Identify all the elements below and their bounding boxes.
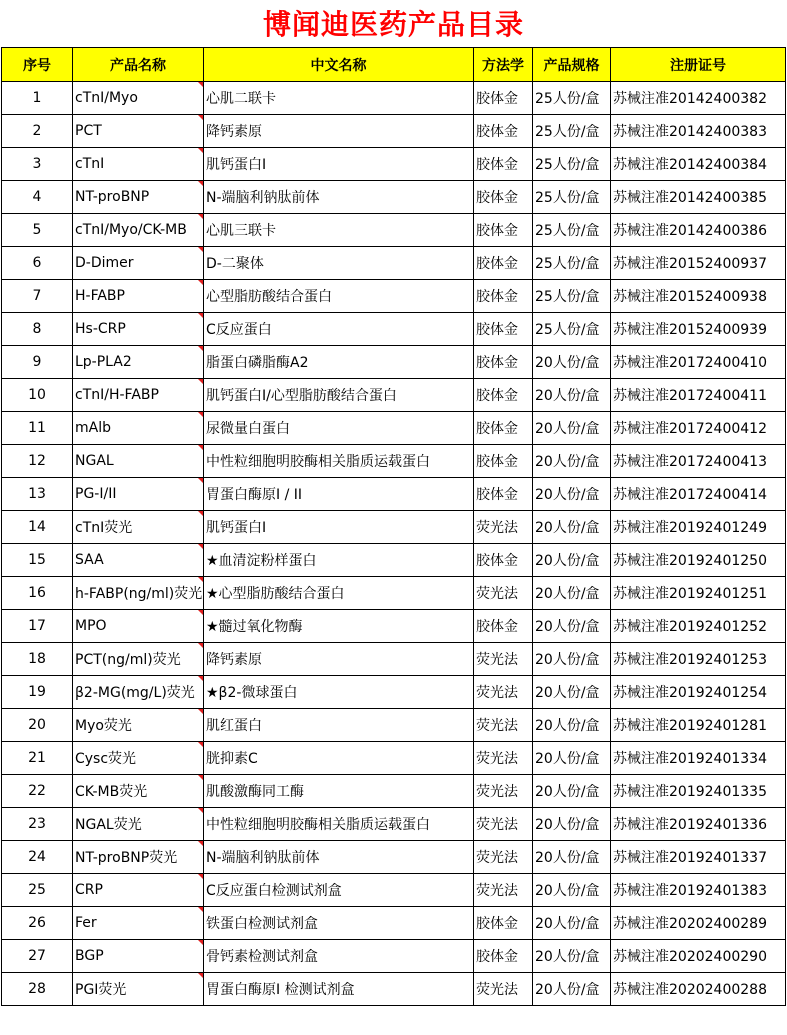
- spec-cell[interactable]: 20人份/盒: [533, 478, 611, 511]
- comment-indicator-icon: [198, 742, 203, 747]
- registration-number-cell[interactable]: 苏械注准20202400289: [611, 907, 786, 940]
- method-cell[interactable]: 荧光法: [474, 841, 533, 874]
- row-index-cell[interactable]: 21: [2, 742, 73, 775]
- comment-indicator-icon: [198, 214, 203, 219]
- registration-number-cell[interactable]: 苏械注准20172400410: [611, 346, 786, 379]
- chinese-name-cell[interactable]: 胃蛋白酶原I / II: [204, 478, 474, 511]
- table-row[interactable]: [2, 379, 786, 412]
- table-row[interactable]: [2, 445, 786, 478]
- table-row[interactable]: [2, 247, 786, 280]
- registration-number-cell[interactable]: 苏械注准20172400411: [611, 379, 786, 412]
- table-row[interactable]: [2, 742, 786, 775]
- spec-cell[interactable]: 20人份/盒: [533, 775, 611, 808]
- product-name-cell[interactable]: β2-MG(mg/L)荧光: [73, 676, 204, 709]
- chinese-name-cell[interactable]: 降钙素原: [204, 115, 474, 148]
- row-index-cell[interactable]: 24: [2, 841, 73, 874]
- product-name-cell[interactable]: NGAL: [73, 445, 204, 478]
- table-row[interactable]: [2, 874, 786, 907]
- registration-number-cell[interactable]: 苏械注准20152400937: [611, 247, 786, 280]
- spec-cell[interactable]: 25人份/盒: [533, 313, 611, 346]
- product-name-cell[interactable]: D-Dimer: [73, 247, 204, 280]
- product-name-cell[interactable]: PCT(ng/ml)荧光: [73, 643, 204, 676]
- table-row[interactable]: [2, 973, 786, 1006]
- chinese-name-cell[interactable]: N-端脑利钠肽前体: [204, 841, 474, 874]
- method-cell[interactable]: 荧光法: [474, 643, 533, 676]
- product-name-cell[interactable]: NT-proBNP荧光: [73, 841, 204, 874]
- method-cell[interactable]: 荧光法: [474, 577, 533, 610]
- spec-cell[interactable]: 20人份/盒: [533, 544, 611, 577]
- spec-cell[interactable]: 20人份/盒: [533, 577, 611, 610]
- table-row[interactable]: [2, 676, 786, 709]
- table-row[interactable]: [2, 775, 786, 808]
- row-index-cell[interactable]: 14: [2, 511, 73, 544]
- registration-number-cell[interactable]: 苏械注准20192401251: [611, 577, 786, 610]
- row-index-cell[interactable]: 6: [2, 247, 73, 280]
- registration-number-cell[interactable]: 苏械注准20192401250: [611, 544, 786, 577]
- product-name-cell[interactable]: Myo荧光: [73, 709, 204, 742]
- spec-cell[interactable]: 20人份/盒: [533, 379, 611, 412]
- spec-cell[interactable]: 25人份/盒: [533, 247, 611, 280]
- comment-indicator-icon: [198, 379, 203, 384]
- spec-cell[interactable]: 20人份/盒: [533, 676, 611, 709]
- comment-indicator-icon: [198, 445, 203, 450]
- registration-number-cell[interactable]: 苏械注准20192401334: [611, 742, 786, 775]
- row-index-cell[interactable]: 13: [2, 478, 73, 511]
- registration-number-cell[interactable]: 苏械注准20142400386: [611, 214, 786, 247]
- chinese-name-cell[interactable]: ★β2-微球蛋白: [204, 676, 474, 709]
- method-cell[interactable]: 荧光法: [474, 775, 533, 808]
- table-row[interactable]: [2, 544, 786, 577]
- method-cell[interactable]: 荧光法: [474, 676, 533, 709]
- registration-number-cell[interactable]: 苏械注准20192401253: [611, 643, 786, 676]
- comment-indicator-icon: [198, 577, 203, 582]
- spec-cell[interactable]: 25人份/盒: [533, 280, 611, 313]
- chinese-name-cell[interactable]: ★髓过氧化物酶: [204, 610, 474, 643]
- chinese-name-cell[interactable]: 肌钙蛋白I: [204, 511, 474, 544]
- spec-cell[interactable]: 20人份/盒: [533, 412, 611, 445]
- row-index-cell[interactable]: 11: [2, 412, 73, 445]
- comment-indicator-icon: [198, 841, 203, 846]
- table-row[interactable]: [2, 511, 786, 544]
- product-name-cell[interactable]: MPO: [73, 610, 204, 643]
- page-title: 博闻迪医药产品目录: [262, 8, 524, 41]
- row-index-cell[interactable]: 7: [2, 280, 73, 313]
- spec-cell[interactable]: 20人份/盒: [533, 973, 611, 1006]
- method-cell[interactable]: 胶体金: [474, 148, 533, 181]
- chinese-name-cell[interactable]: C反应蛋白: [204, 313, 474, 346]
- header-spec[interactable]: 产品规格: [533, 48, 611, 82]
- method-cell[interactable]: 胶体金: [474, 445, 533, 478]
- product-name-cell[interactable]: h-FABP(ng/ml)荧光: [73, 577, 204, 610]
- product-name-cell[interactable]: BGP: [73, 940, 204, 973]
- table-row[interactable]: [2, 115, 786, 148]
- comment-indicator-icon: [198, 643, 203, 648]
- spec-cell[interactable]: 25人份/盒: [533, 214, 611, 247]
- method-cell[interactable]: 胶体金: [474, 214, 533, 247]
- row-index-cell[interactable]: 20: [2, 709, 73, 742]
- chinese-name-cell[interactable]: 中性粒细胞明胶酶相关脂质运载蛋白: [204, 445, 474, 478]
- product-name-cell[interactable]: PGI荧光: [73, 973, 204, 1006]
- comment-indicator-icon: [198, 610, 203, 615]
- comment-indicator-icon: [198, 115, 203, 120]
- registration-number-cell[interactable]: 苏械注准20142400384: [611, 148, 786, 181]
- method-cell[interactable]: 胶体金: [474, 346, 533, 379]
- method-cell[interactable]: 胶体金: [474, 181, 533, 214]
- row-index-cell[interactable]: 16: [2, 577, 73, 610]
- method-cell[interactable]: 荧光法: [474, 808, 533, 841]
- chinese-name-cell[interactable]: 脂蛋白磷脂酶A2: [204, 346, 474, 379]
- header-registration[interactable]: 注册证号: [611, 48, 786, 82]
- product-name-cell[interactable]: NGAL荧光: [73, 808, 204, 841]
- spec-cell[interactable]: 20人份/盒: [533, 643, 611, 676]
- spec-cell[interactable]: 20人份/盒: [533, 742, 611, 775]
- registration-number-cell[interactable]: 苏械注准20192401249: [611, 511, 786, 544]
- product-name-cell[interactable]: NT-proBNP: [73, 181, 204, 214]
- row-index-cell[interactable]: 2: [2, 115, 73, 148]
- method-cell[interactable]: 胶体金: [474, 82, 533, 115]
- method-cell[interactable]: 胶体金: [474, 544, 533, 577]
- header-chinese-name[interactable]: 中文名称: [204, 48, 474, 82]
- product-name-cell[interactable]: mAlb: [73, 412, 204, 445]
- spec-cell[interactable]: 25人份/盒: [533, 148, 611, 181]
- registration-number-cell[interactable]: 苏械注准20192401254: [611, 676, 786, 709]
- comment-indicator-icon: [198, 775, 203, 780]
- spec-cell[interactable]: 20人份/盒: [533, 907, 611, 940]
- table-row[interactable]: [2, 412, 786, 445]
- table-row[interactable]: [2, 709, 786, 742]
- comment-indicator-icon: [198, 940, 203, 945]
- table-row[interactable]: [2, 181, 786, 214]
- comment-indicator-icon: [198, 247, 203, 252]
- table-row[interactable]: [2, 148, 786, 181]
- table-row[interactable]: [2, 478, 786, 511]
- comment-indicator-icon: [198, 709, 203, 714]
- chinese-name-cell[interactable]: 肌钙蛋白I: [204, 148, 474, 181]
- spec-cell[interactable]: 20人份/盒: [533, 841, 611, 874]
- product-name-cell[interactable]: CK-MB荧光: [73, 775, 204, 808]
- registration-number-cell[interactable]: 苏械注准20152400938: [611, 280, 786, 313]
- product-name-cell[interactable]: Fer: [73, 907, 204, 940]
- product-table: [1, 47, 786, 1006]
- product-name-cell[interactable]: Cysc荧光: [73, 742, 204, 775]
- chinese-name-cell[interactable]: D-二聚体: [204, 247, 474, 280]
- product-name-cell[interactable]: SAA: [73, 544, 204, 577]
- row-index-cell[interactable]: 8: [2, 313, 73, 346]
- registration-number-cell[interactable]: 苏械注准20142400382: [611, 82, 786, 115]
- row-index-cell[interactable]: 25: [2, 874, 73, 907]
- product-name-cell[interactable]: H-FABP: [73, 280, 204, 313]
- product-name-cell[interactable]: cTnI/Myo/CK-MB: [73, 214, 204, 247]
- chinese-name-cell[interactable]: 铁蛋白检测试剂盒: [204, 907, 474, 940]
- table-row[interactable]: [2, 841, 786, 874]
- chinese-name-cell[interactable]: 降钙素原: [204, 643, 474, 676]
- spec-cell[interactable]: 20人份/盒: [533, 445, 611, 478]
- method-cell[interactable]: 胶体金: [474, 247, 533, 280]
- chinese-name-cell[interactable]: 肌钙蛋白I/心型脂肪酸结合蛋白: [204, 379, 474, 412]
- product-name-cell[interactable]: cTnI/Myo: [73, 82, 204, 115]
- spec-cell[interactable]: 20人份/盒: [533, 940, 611, 973]
- table-row[interactable]: [2, 577, 786, 610]
- row-index-cell[interactable]: 3: [2, 148, 73, 181]
- spec-cell[interactable]: 20人份/盒: [533, 709, 611, 742]
- spec-cell[interactable]: 25人份/盒: [533, 181, 611, 214]
- table-row[interactable]: [2, 214, 786, 247]
- registration-number-cell[interactable]: 苏械注准20192401252: [611, 610, 786, 643]
- chinese-name-cell[interactable]: 尿微量白蛋白: [204, 412, 474, 445]
- comment-indicator-icon: [198, 181, 203, 186]
- registration-number-cell[interactable]: 苏械注准20202400288: [611, 973, 786, 1006]
- header-index[interactable]: 序号: [2, 48, 73, 82]
- spec-cell[interactable]: 20人份/盒: [533, 808, 611, 841]
- comment-indicator-icon: [198, 412, 203, 417]
- comment-indicator-icon: [198, 676, 203, 681]
- comment-indicator-icon: [198, 544, 203, 549]
- row-index-cell[interactable]: 4: [2, 181, 73, 214]
- registration-number-cell[interactable]: 苏械注准20192401281: [611, 709, 786, 742]
- registration-number-cell[interactable]: 苏械注准20172400413: [611, 445, 786, 478]
- chinese-name-cell[interactable]: C反应蛋白检测试剂盒: [204, 874, 474, 907]
- comment-indicator-icon: [198, 346, 203, 351]
- row-index-cell[interactable]: 9: [2, 346, 73, 379]
- comment-indicator-icon: [198, 313, 203, 318]
- row-index-cell[interactable]: 22: [2, 775, 73, 808]
- header-product-name[interactable]: 产品名称: [73, 48, 204, 82]
- chinese-name-cell[interactable]: 心肌二联卡: [204, 82, 474, 115]
- comment-indicator-icon: [198, 874, 203, 879]
- method-cell[interactable]: 胶体金: [474, 412, 533, 445]
- chinese-name-cell[interactable]: ★心型脂肪酸结合蛋白: [204, 577, 474, 610]
- chinese-name-cell[interactable]: 心肌三联卡: [204, 214, 474, 247]
- product-name-cell[interactable]: PG-I/II: [73, 478, 204, 511]
- registration-number-cell[interactable]: 苏械注准20142400383: [611, 115, 786, 148]
- registration-number-cell[interactable]: 苏械注准20172400414: [611, 478, 786, 511]
- comment-indicator-icon: [198, 973, 203, 978]
- row-index-cell[interactable]: 23: [2, 808, 73, 841]
- table-row[interactable]: [2, 940, 786, 973]
- registration-number-cell[interactable]: 苏械注准20202400290: [611, 940, 786, 973]
- table-row[interactable]: [2, 610, 786, 643]
- table-row[interactable]: [2, 907, 786, 940]
- row-index-cell[interactable]: 18: [2, 643, 73, 676]
- method-cell[interactable]: 胶体金: [474, 115, 533, 148]
- product-name-cell[interactable]: cTnI/H-FABP: [73, 379, 204, 412]
- comment-indicator-icon: [198, 478, 203, 483]
- method-cell[interactable]: 胶体金: [474, 280, 533, 313]
- product-name-cell[interactable]: Hs-CRP: [73, 313, 204, 346]
- comment-indicator-icon: [198, 148, 203, 153]
- method-cell[interactable]: 荧光法: [474, 973, 533, 1006]
- registration-number-cell[interactable]: 苏械注准20192401337: [611, 841, 786, 874]
- chinese-name-cell[interactable]: N-端脑利钠肽前体: [204, 181, 474, 214]
- spec-cell[interactable]: 25人份/盒: [533, 115, 611, 148]
- row-index-cell[interactable]: 17: [2, 610, 73, 643]
- spec-cell[interactable]: 20人份/盒: [533, 346, 611, 379]
- comment-indicator-icon: [198, 82, 203, 87]
- table-row[interactable]: [2, 82, 786, 115]
- registration-number-cell[interactable]: 苏械注准20192401335: [611, 775, 786, 808]
- row-index-cell[interactable]: 19: [2, 676, 73, 709]
- registration-number-cell[interactable]: 苏械注准20152400939: [611, 313, 786, 346]
- row-index-cell[interactable]: 28: [2, 973, 73, 1006]
- row-index-cell[interactable]: 15: [2, 544, 73, 577]
- comment-indicator-icon: [198, 280, 203, 285]
- registration-number-cell[interactable]: 苏械注准20142400385: [611, 181, 786, 214]
- chinese-name-cell[interactable]: ★血清淀粉样蛋白: [204, 544, 474, 577]
- chinese-name-cell[interactable]: 肌酸激酶同工酶: [204, 775, 474, 808]
- row-index-cell[interactable]: 10: [2, 379, 73, 412]
- product-name-cell[interactable]: Lp-PLA2: [73, 346, 204, 379]
- product-name-cell[interactable]: cTnI: [73, 148, 204, 181]
- table-row[interactable]: [2, 313, 786, 346]
- method-cell[interactable]: 胶体金: [474, 940, 533, 973]
- spec-cell[interactable]: 25人份/盒: [533, 82, 611, 115]
- spec-cell[interactable]: 20人份/盒: [533, 511, 611, 544]
- product-name-cell[interactable]: CRP: [73, 874, 204, 907]
- header-method[interactable]: 方法学: [474, 48, 533, 82]
- row-index-cell[interactable]: 27: [2, 940, 73, 973]
- method-cell[interactable]: 荧光法: [474, 709, 533, 742]
- table-row[interactable]: [2, 280, 786, 313]
- method-cell[interactable]: 胶体金: [474, 907, 533, 940]
- registration-number-cell[interactable]: 苏械注准20172400412: [611, 412, 786, 445]
- registration-number-cell[interactable]: 苏械注准20192401383: [611, 874, 786, 907]
- comment-indicator-icon: [198, 808, 203, 813]
- comment-indicator-icon: [198, 907, 203, 912]
- row-index-cell[interactable]: 5: [2, 214, 73, 247]
- method-cell[interactable]: 荧光法: [474, 511, 533, 544]
- product-name-cell[interactable]: cTnI荧光: [73, 511, 204, 544]
- chinese-name-cell[interactable]: 肌红蛋白: [204, 709, 474, 742]
- spec-cell[interactable]: 20人份/盒: [533, 610, 611, 643]
- chinese-name-cell[interactable]: 胱抑素C: [204, 742, 474, 775]
- method-cell[interactable]: 胶体金: [474, 610, 533, 643]
- row-index-cell[interactable]: 12: [2, 445, 73, 478]
- table-row[interactable]: [2, 643, 786, 676]
- table-header-row: [2, 48, 786, 82]
- product-name-cell[interactable]: PCT: [73, 115, 204, 148]
- method-cell[interactable]: 荧光法: [474, 874, 533, 907]
- comment-indicator-icon: [198, 511, 203, 516]
- chinese-name-cell[interactable]: 心型脂肪酸结合蛋白: [204, 280, 474, 313]
- table-row[interactable]: [2, 808, 786, 841]
- table-row[interactable]: [2, 346, 786, 379]
- method-cell[interactable]: 胶体金: [474, 313, 533, 346]
- spec-cell[interactable]: 20人份/盒: [533, 874, 611, 907]
- method-cell[interactable]: 胶体金: [474, 379, 533, 412]
- method-cell[interactable]: 胶体金: [474, 478, 533, 511]
- chinese-name-cell[interactable]: 骨钙素检测试剂盒: [204, 940, 474, 973]
- chinese-name-cell[interactable]: 中性粒细胞明胶酶相关脂质运载蛋白: [204, 808, 474, 841]
- chinese-name-cell[interactable]: 胃蛋白酶原I 检测试剂盒: [204, 973, 474, 1006]
- registration-number-cell[interactable]: 苏械注准20192401336: [611, 808, 786, 841]
- method-cell[interactable]: 荧光法: [474, 742, 533, 775]
- row-index-cell[interactable]: 1: [2, 82, 73, 115]
- row-index-cell[interactable]: 26: [2, 907, 73, 940]
